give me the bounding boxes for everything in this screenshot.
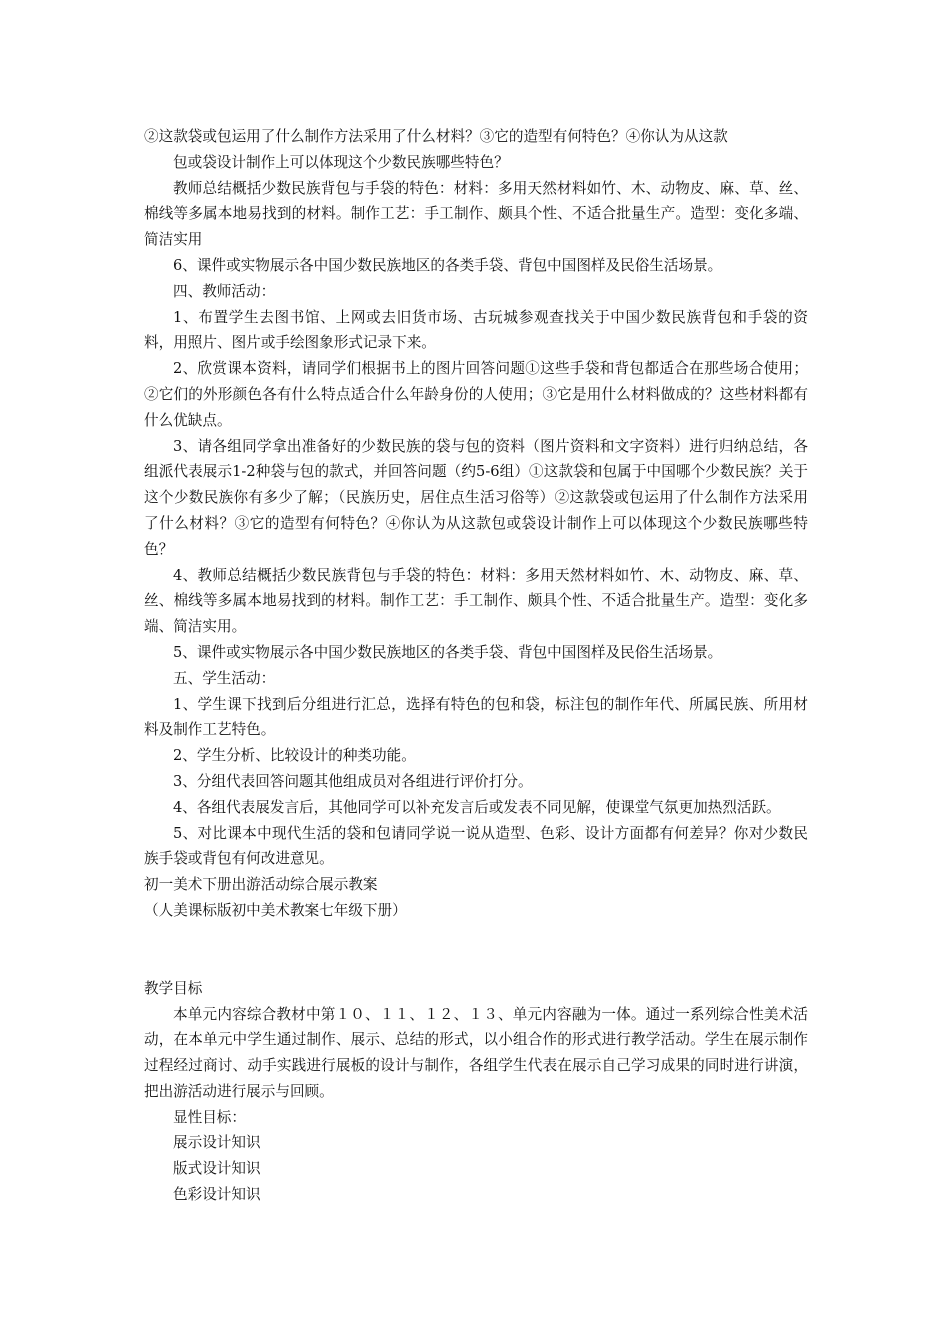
paragraph: 1、布置学生去图书馆、上网或去旧货市场、古玩城参观查找关于中国少数民族背包和手袋的资料，用照片、图片或手绘图象形式记录下来。 bbox=[144, 308, 808, 352]
goal-item: 展示设计知识 bbox=[173, 1134, 261, 1152]
paragraph: 3、请各组同学拿出准备好的少数民族的袋与包的资料（图片资料和文字资料）进行归纳总结，各组派代表展示1-2种袋与包的款式，并回答问题（约5-6组）①这款袋和包属于中国哪个少数民族？关于这个少数民族你有多少了解；（民族历史，居住点生活习俗等）②这款袋或包运用了什么制作方法采用了什么材料？③它的造型有何特色？④你认为从这款包或袋设计制作上可以体现这个少数民族哪些特色？ bbox=[144, 437, 808, 558]
document-page bbox=[144, 124, 808, 1208]
document-subtitle: （人美课标版初中美术教案七年级下册） bbox=[144, 901, 407, 919]
paragraph: 6、课件或实物展示各中国少数民族地区的各类手袋、背包中国图样及民俗生活场景。 bbox=[173, 256, 723, 274]
paragraph: 2、学生分析、比较设计的种类功能。 bbox=[173, 747, 416, 765]
paragraph: 1、学生课下找到后分组进行汇总，选择有特色的包和袋，标注包的制作年代、所属民族、所用材料及制作工艺特色。 bbox=[144, 695, 808, 739]
objectives-body: 本单元内容综合教材中第１０、１１、１２、１３、单元内容融为一体。通过一系列综合性美术活动，在本单元中学生通过制作、展示、总结的形式，以小组合作的形式进行教学活动。学生在展示制作过程经过商讨、动手实践进行展板的设计与制作，各组学生代表在展示自己学习成果的同时进行讲演，把出游活动进行展示与回顾。 bbox=[144, 1005, 808, 1100]
paragraph: 4、教师总结概括少数民族背包与手袋的特色：材料：多用天然材料如竹、木、动物皮、麻、草、丝、棉线等多属本地易找到的材料。制作工艺：手工制作、颇具个性、不适合批量生产。造型：变化多端、简洁实用。 bbox=[144, 566, 808, 636]
objectives-heading: 教学目标 bbox=[144, 979, 203, 997]
document-title: 初一美术下册出游活动综合展示教案 bbox=[144, 876, 378, 894]
paragraph: ②这款袋或包运用了什么制作方法采用了什么材料？③它的造型有何特色？④你认为从这款 bbox=[144, 128, 728, 145]
paragraph: 包或袋设计制作上可以体现这个少数民族哪些特色？ bbox=[173, 153, 509, 171]
explicit-goals-label: 显性目标： bbox=[173, 1108, 246, 1126]
paragraph: 教师总结概括少数民族背包与手袋的特色：材料：多用天然材料如竹、木、动物皮、麻、草、丝、棉线等多属本地易找到的材料。制作工艺：手工制作、颇具个性、不适合批量生产。造型：变化多端、简洁实用 bbox=[144, 179, 808, 249]
paragraph: 2、欣赏课本资料，请同学们根据书上的图片回答问题①这些手袋和背包都适合在那些场合使用；②它们的外形颜色各有什么特点适合什么年龄身份的人使用；③它是用什么材料做成的？这些材料都有什么优缺点。 bbox=[144, 360, 808, 429]
goal-item: 版式设计知识 bbox=[173, 1160, 261, 1178]
paragraph: 3、分组代表回答问题其他组成员对各组进行评价打分。 bbox=[173, 772, 533, 790]
paragraph: 5、对比课本中现代生活的袋和包请同学说一说从造型、色彩、设计方面都有何差异？你对少数民族手袋或背包有何改进意见。 bbox=[144, 824, 808, 868]
spacer bbox=[144, 924, 808, 976]
goal-item: 色彩设计知识 bbox=[173, 1186, 261, 1204]
section-heading: 四、教师活动： bbox=[173, 282, 276, 300]
section-heading: 五、学生活动： bbox=[173, 669, 276, 687]
paragraph: 4、各组代表展发言后，其他同学可以补充发言后或发表不同见解，使课堂气氛更加热烈活跃。 bbox=[173, 798, 781, 816]
paragraph: 5、课件或实物展示各中国少数民族地区的各类手袋、背包中国图样及民俗生活场景。 bbox=[173, 643, 723, 661]
